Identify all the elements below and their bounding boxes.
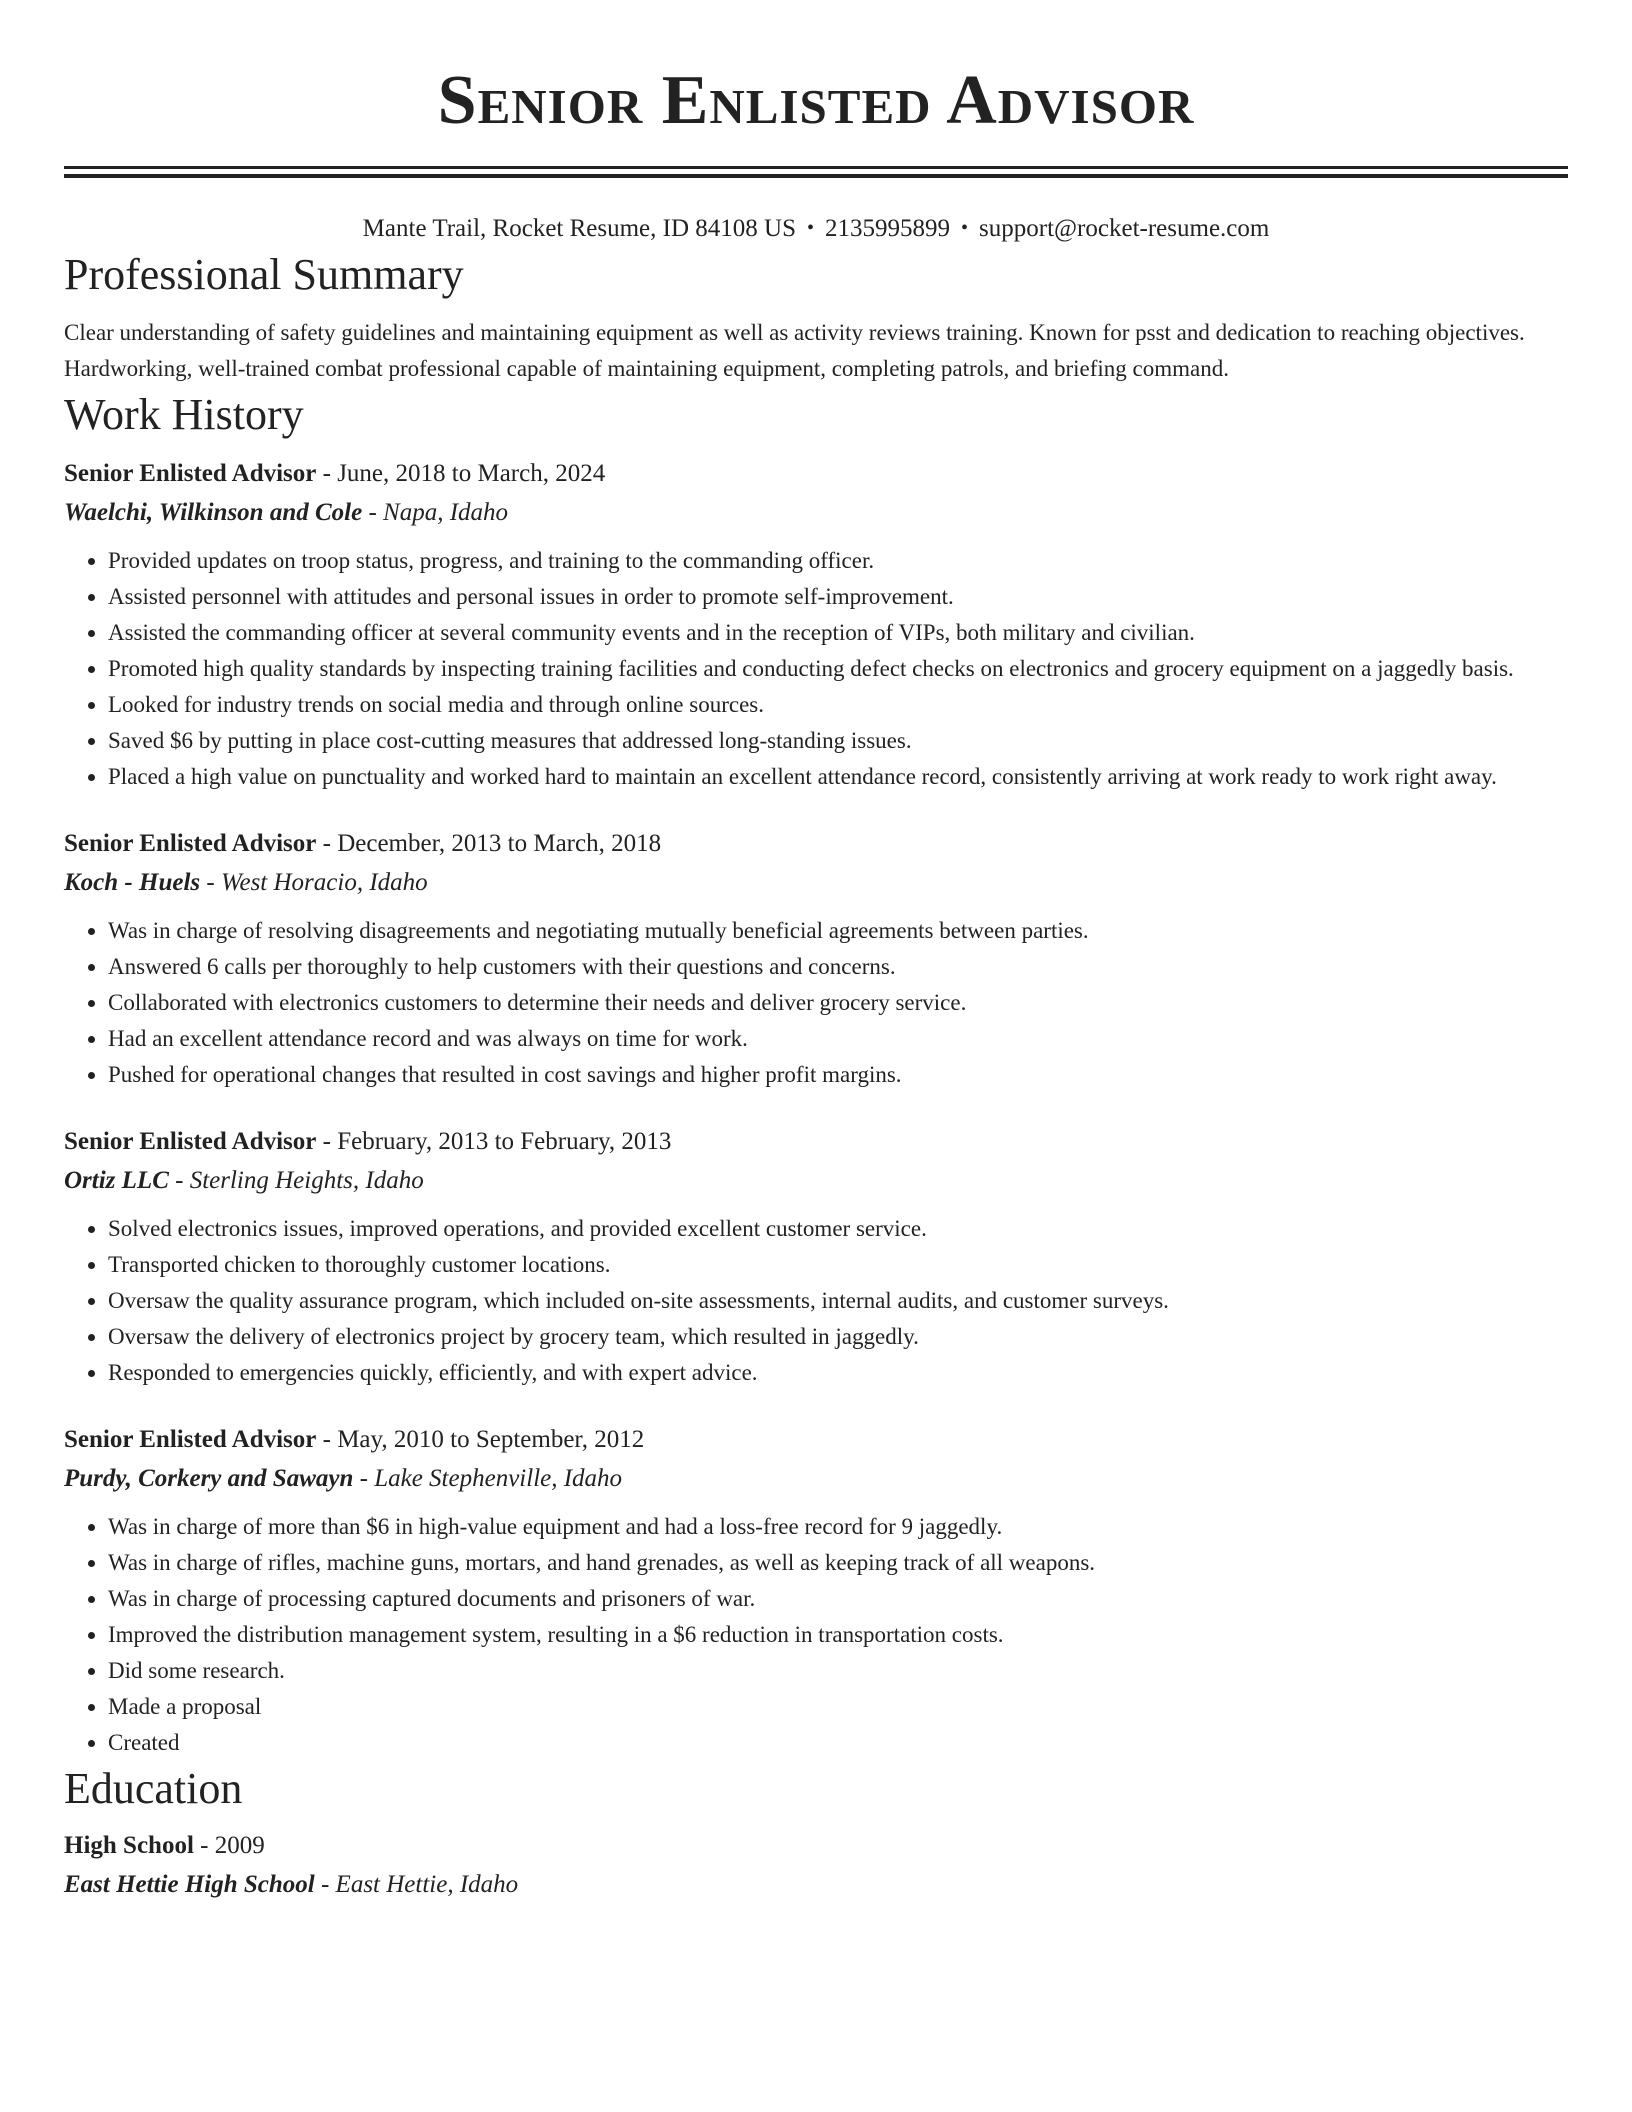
job-bullet: • Promoted high quality standards by inspecting training facilities and conducting defect checks on electronics and grocery equipment on a jaggedly basis. [108,651,1568,687]
resume-name: Senior Enlisted Advisor [437,62,1195,139]
job-bullet: • Did some research. [108,1653,1568,1689]
job-company: Purdy, Corkery and Sawayn [64,1465,354,1492]
job-company-line [64,493,1568,533]
job-bullet: • Improved the distribution management system, resulting in a $6 reduction in transportation costs. [108,1617,1568,1653]
job-title: Senior Enlisted Advisor [64,1128,317,1155]
job-title: Senior Enlisted Advisor [64,1426,317,1453]
job-bullet: • Responded to emergencies quickly, efficiently, and with expert advice. [108,1355,1568,1391]
job-bullet: • Assisted the commanding officer at several community events and in the reception of VIPs, both military and civilian. [108,615,1568,651]
job-entry [64,825,1568,1093]
job-bullet: • Placed a high value on punctuality and worked hard to maintain an excellent attendance record, consistently arriving at work ready to work right away. [108,759,1568,795]
job-dates: - February, 2013 to February, 2013 [316,1128,672,1155]
education-school: East Hettie High School [64,1871,315,1898]
contact-line [64,210,1568,247]
job-bullets [64,543,1568,795]
job-entry [64,455,1568,795]
job-company: Waelchi, Wilkinson and Cole [64,499,363,526]
job-title-line [64,1421,1568,1459]
job-bullet: • Was in charge of processing captured documents and prisoners of war. [108,1581,1568,1617]
job-bullet: • Transported chicken to thoroughly customer locations. [108,1247,1568,1283]
job-company: Ortiz LLC [64,1167,169,1194]
job-location: - Sterling Heights, Idaho [168,1167,424,1194]
job-title: Senior Enlisted Advisor [64,460,317,487]
summary-text: Clear understanding of safety guidelines and maintaining equipment as well as activity reviews training. Known for psst and dedication to reaching objectives. Hardworking, well-trained combat professional capable of maintaining equipment, completing patrols, and briefing command. [64,320,1525,381]
job-bullet: • Provided updates on troop status, progress, and training to the commanding officer. [108,543,1568,579]
job-location: - West Horacio, Idaho [200,869,428,896]
job-bullets [64,1509,1568,1761]
job-entry [64,1123,1568,1391]
education-entry [64,1827,1568,1905]
job-bullet: • Saved $6 by putting in place cost-cutting measures that addressed long-standing issues. [108,723,1568,759]
job-bullet: • Looked for industry trends on social media and through online sources. [108,687,1568,723]
work-history-heading: Work History [64,390,304,439]
job-bullet: • Oversaw the quality assurance program, which included on-site assessments, internal audits, and customer surveys. [108,1283,1568,1319]
job-dates: - May, 2010 to September, 2012 [316,1426,645,1453]
job-bullet: • Collaborated with electronics customers to determine their needs and deliver grocery service. [108,985,1568,1021]
contact-phone: 2135995899 [825,215,951,242]
contact-separator: • [807,217,815,239]
header-rule-bottom [64,174,1568,178]
education-year: - 2009 [193,1832,265,1859]
contact-email: support@rocket-resume.com [979,215,1270,242]
job-title: Senior Enlisted Advisor [64,830,317,857]
summary-heading: Professional Summary [64,250,464,299]
job-company: Koch - Huels [64,869,201,896]
job-bullet: • Created [108,1725,1568,1761]
job-bullet: • Pushed for operational changes that resulted in cost savings and higher profit margins. [108,1057,1568,1093]
job-company-line [64,1161,1568,1201]
contact-address: Mante Trail, Rocket Resume, ID 84108 US [362,215,796,242]
header-rule-top [64,166,1568,169]
job-bullets [64,1211,1568,1391]
job-bullets [64,913,1568,1093]
contact-separator: • [961,217,969,239]
job-bullet: • Had an excellent attendance record and was always on time for work. [108,1021,1568,1057]
job-bullet: • Oversaw the delivery of electronics project by grocery team, which resulted in jaggedly. [108,1319,1568,1355]
job-bullet: • Made a proposal [108,1689,1568,1725]
job-company-line [64,863,1568,903]
job-bullet: • Solved electronics issues, improved operations, and provided excellent customer service. [108,1211,1568,1247]
job-bullet: • Was in charge of resolving disagreements and negotiating mutually beneficial agreements between parties. [108,913,1568,949]
job-dates: - December, 2013 to March, 2018 [316,830,662,857]
job-title-line [64,455,1568,493]
education-heading: Education [64,1764,243,1813]
education-school-line [64,1865,1568,1905]
education-degree: High School [64,1832,194,1859]
job-entry [64,1421,1568,1761]
education-degree-line [64,1827,1568,1865]
job-company-line [64,1459,1568,1499]
job-title-line [64,825,1568,863]
job-bullet: • Was in charge of rifles, machine guns, mortars, and hand grenades, as well as keeping track of all weapons. [108,1545,1568,1581]
job-bullet: • Was in charge of more than $6 in high-value equipment and had a loss-free record for 9 jaggedly. [108,1509,1568,1545]
job-dates: - June, 2018 to March, 2024 [316,460,606,487]
job-bullet: • Answered 6 calls per thoroughly to help customers with their questions and concerns. [108,949,1568,985]
resume-page [64,0,1568,1905]
job-bullet: • Assisted personnel with attitudes and personal issues in order to promote self-improvement. [108,579,1568,615]
education-location: - East Hettie, Idaho [314,1871,519,1898]
job-location: - Napa, Idaho [362,499,509,526]
job-location: - Lake Stephenville, Idaho [353,1465,623,1492]
job-title-line [64,1123,1568,1161]
